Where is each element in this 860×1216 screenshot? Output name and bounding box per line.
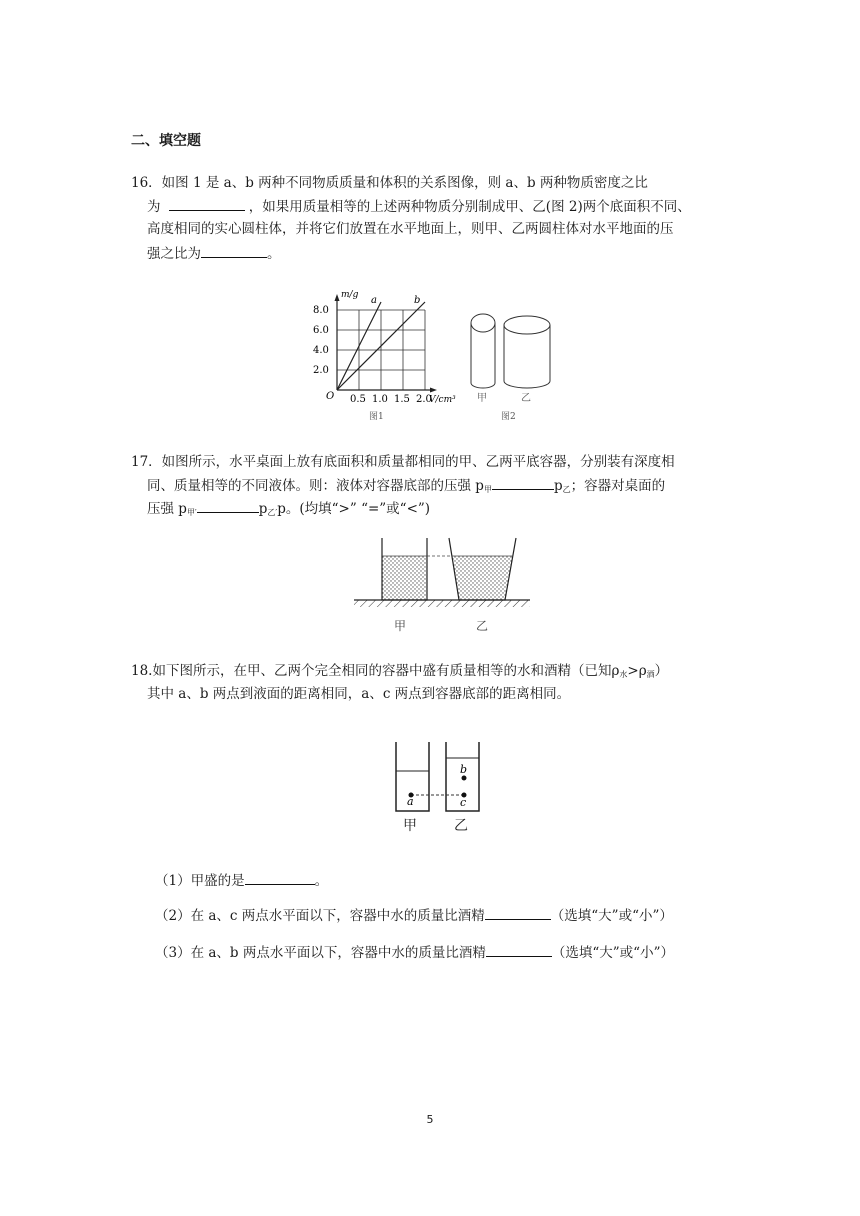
fig1-y-tick: 6.0 bbox=[313, 325, 329, 336]
cylinder-yi-top bbox=[504, 316, 550, 334]
q18-point-b bbox=[462, 776, 467, 781]
q18-line1 bbox=[131, 662, 668, 684]
q18-label-jia: 甲 bbox=[403, 818, 417, 834]
fig1-caption: 图1 bbox=[369, 412, 384, 422]
ground-hatch bbox=[354, 600, 530, 607]
q17-line2-text: 同、质量相等的不同液体。则：液体对容器底部的压强 p bbox=[147, 478, 484, 494]
fig1-y-tick: 4.0 bbox=[313, 345, 329, 356]
q16-blank-2[interactable] bbox=[201, 244, 267, 258]
q18-label-c: c bbox=[460, 796, 467, 809]
jia-liquid bbox=[382, 556, 427, 600]
section-title: 二、填空题 bbox=[131, 133, 201, 149]
q18-blank-2[interactable] bbox=[485, 906, 551, 920]
q18-figure bbox=[384, 738, 494, 838]
q18-line1-text: 18.如下图所示，在甲、乙两个完全相同的容器中盛有质量相等的水和酒精（已知ρ bbox=[131, 663, 620, 679]
q18-blank-3[interactable] bbox=[486, 943, 552, 957]
q18-line1-mid: >ρ bbox=[627, 663, 647, 679]
fig1-graph bbox=[313, 290, 456, 422]
q18-sub1 bbox=[155, 871, 328, 890]
q17-blank-1[interactable] bbox=[492, 476, 554, 490]
q17-sub-jia: 甲 bbox=[483, 485, 492, 494]
q17-sub-yi: 乙 bbox=[562, 485, 571, 494]
q18-sub3-text: （3）在 a、b 两点水平面以下，容器中水的质量比酒精 bbox=[155, 945, 486, 961]
fig1-y-arrow bbox=[335, 294, 340, 301]
fig1-y-label: m/g bbox=[341, 290, 359, 300]
fig1-x-label: V/cm³ bbox=[429, 395, 456, 405]
fig1-x-tick: 0.5 bbox=[350, 394, 366, 405]
fig1-label-b: b bbox=[414, 295, 421, 306]
q16-line1: 16．如图 1 是 a、b 两种不同物质质量和体积的关系图像，则 a、b 两种物质密度之比 bbox=[131, 175, 648, 191]
q17-line2-p: p bbox=[553, 478, 563, 494]
fig1-label-a: a bbox=[371, 295, 377, 306]
q17-line3-p: p bbox=[258, 501, 268, 517]
q17-label-yi: 乙 bbox=[476, 619, 489, 633]
q16-line4 bbox=[147, 244, 281, 263]
q16-line2-pre: 为 bbox=[147, 199, 161, 215]
fig1-x-tick: 1.0 bbox=[372, 394, 388, 405]
cylinder-jia-bottom bbox=[471, 383, 495, 388]
q16-line4-post: 。 bbox=[267, 246, 281, 262]
q18-sub-water: 水 bbox=[619, 670, 628, 679]
q18-sub1-tail: 。 bbox=[314, 873, 329, 889]
q18-sub1-text: （1）甲盛的是 bbox=[155, 873, 245, 889]
q18-sub2-text: （2）在 a、c 两点水平面以下，容器中水的质量比酒精 bbox=[155, 908, 485, 924]
q17-line3-tail: p。(均填“>” “=”或“<”) bbox=[277, 501, 431, 517]
cylinder-yi-bottom bbox=[504, 381, 550, 388]
q16-line4-pre: 强之比为 bbox=[147, 246, 201, 262]
page-number: 5 bbox=[426, 1113, 434, 1126]
fig1-x-arrow bbox=[430, 388, 437, 393]
fig1-grid bbox=[337, 310, 425, 390]
fig1-y-tick: 2.0 bbox=[313, 365, 329, 376]
q16-line2-post: ，如果用质量相等的上述两种物质分别制成甲、乙(图 2)两个底面积不同、 bbox=[248, 199, 691, 215]
q18-sub3 bbox=[155, 943, 674, 962]
fig1-y-tick: 8.0 bbox=[313, 305, 329, 316]
q18-blank-1[interactable] bbox=[245, 871, 315, 885]
q17-line3 bbox=[147, 499, 430, 522]
q18-label-yi: 乙 bbox=[454, 818, 468, 834]
fig1-x-tick: 1.5 bbox=[394, 394, 410, 405]
cylinder-jia-top bbox=[471, 314, 495, 332]
q18-label-b: b bbox=[460, 763, 468, 776]
q18-label-a: a bbox=[407, 795, 414, 808]
q18-sub2-tail: （选填“大”或“小”） bbox=[550, 908, 673, 924]
fig2-label-jia: 甲 bbox=[477, 393, 487, 404]
q16-blank-1[interactable] bbox=[169, 197, 245, 211]
q17-line3-text: 压强 p bbox=[147, 501, 187, 517]
q17-figure bbox=[352, 530, 532, 640]
fig2-cylinders bbox=[471, 314, 550, 388]
q16-line3: 高度相同的实心圆柱体，并将它们放置在水平地面上，则甲、乙两圆柱体对水平地面的压 bbox=[147, 221, 674, 237]
fig1-origin: O bbox=[326, 391, 335, 402]
q16-line2 bbox=[147, 197, 691, 216]
q18-sub3-tail: （选填“大”或“小”） bbox=[551, 945, 674, 961]
q17-line2-tail: ；容器对桌面的 bbox=[570, 478, 666, 494]
q18-sub-alcohol: 酒 bbox=[646, 670, 655, 679]
q18-line1-tail: ） bbox=[654, 663, 669, 679]
q17-blank-2[interactable] bbox=[197, 499, 259, 513]
q17-sub-yi-prime: 乙′ bbox=[267, 508, 278, 517]
q17-sub-jia-prime: 甲′ bbox=[186, 508, 197, 517]
q17-label-jia: 甲 bbox=[394, 619, 407, 633]
q18-sub2 bbox=[155, 906, 673, 925]
fig1-x-tick: 2.0 bbox=[416, 394, 432, 405]
q17-line1: 17．如图所示，水平桌面上放有底面积和质量都相同的甲、乙两平底容器，分别装有深度相 bbox=[131, 454, 675, 470]
q17-line2 bbox=[147, 476, 665, 499]
q16-figure bbox=[305, 290, 565, 430]
fig2-caption: 图2 bbox=[501, 412, 516, 422]
fig2-label-yi: 乙 bbox=[521, 393, 531, 404]
yi-liquid bbox=[452, 556, 513, 600]
q18-line2: 其中 a、b 两点到液面的距离相同，a、c 两点到容器底部的距离相同。 bbox=[147, 686, 571, 702]
